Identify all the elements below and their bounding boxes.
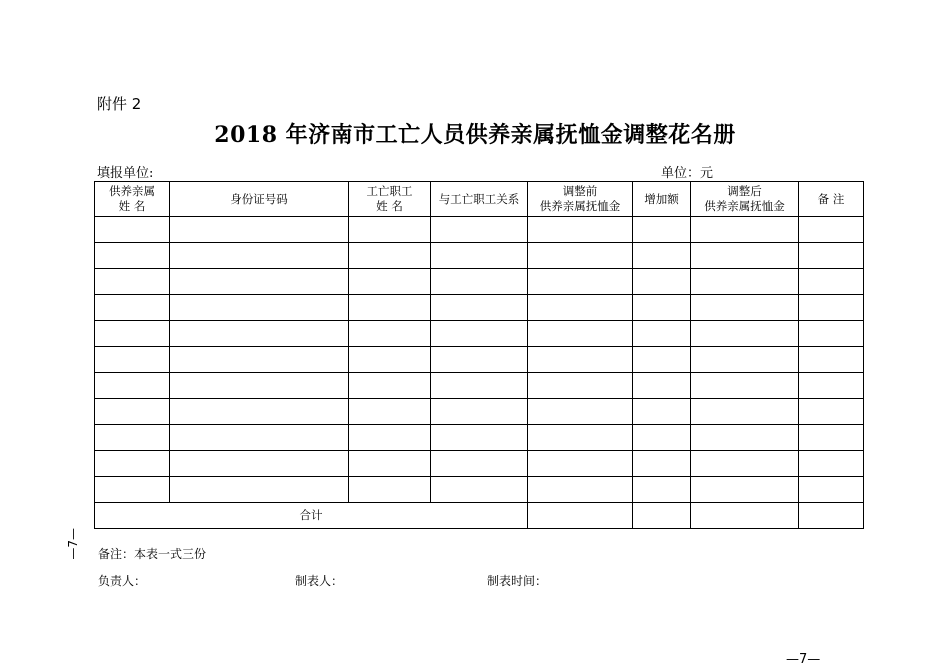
table-row [95,295,864,321]
table-cell [349,321,431,347]
header-line: 调整前 [562,184,598,198]
header-worker-name [349,182,431,217]
prepared-time-label: 制表时间： [487,574,548,588]
table-cell [528,295,633,321]
table-cell [691,373,799,399]
table-cell [170,217,349,243]
table-cell [349,347,431,373]
table-row [95,425,864,451]
table-cell [431,295,528,321]
table-cell [528,399,633,425]
header-row [95,182,864,217]
header-remarks [799,182,864,217]
table-cell [799,451,864,477]
table-cell [691,217,799,243]
header-line: 工亡职工 [366,184,413,198]
table-cell [691,269,799,295]
table-cell [528,217,633,243]
table-cell [528,373,633,399]
table-cell [95,243,170,269]
table-cell [691,451,799,477]
table-cell [170,321,349,347]
table-cell [170,399,349,425]
header-line: 身份证号码 [230,191,288,206]
table-cell [799,503,864,529]
table-cell [633,373,691,399]
table-cell [528,321,633,347]
table-cell [431,477,528,503]
table-cell [633,399,691,425]
header-increase [633,182,691,217]
table-row [95,373,864,399]
header-after-adjustment [691,182,799,217]
table-cell [170,425,349,451]
table-cell [431,269,528,295]
table-cell [799,399,864,425]
table-cell [799,373,864,399]
header-relation [431,182,528,217]
table-cell [431,217,528,243]
table-cell [528,243,633,269]
table-cell [95,295,170,321]
table-cell [691,399,799,425]
attachment-label: 附件 2 [97,95,142,113]
table-row [95,451,864,477]
table-cell [349,451,431,477]
header-id-number [170,182,349,217]
table-cell [633,217,691,243]
table-cell [431,425,528,451]
total-label: 合计 [95,503,528,529]
table-cell [633,425,691,451]
table-cell [691,347,799,373]
header-line: 供养亲属抚恤金 [704,199,785,213]
table-cell [431,321,528,347]
table-cell [528,503,633,529]
header-line: 与工亡职工关系 [438,191,520,206]
table-cell [349,295,431,321]
table-cell [170,451,349,477]
table-cell [95,451,170,477]
fill-unit-label: 填报单位: [97,166,154,181]
table-cell [170,373,349,399]
table-cell [95,217,170,243]
table-cell [799,295,864,321]
table-row [95,243,864,269]
total-row [95,503,864,529]
table-cell [633,269,691,295]
table-cell [633,243,691,269]
table-cell [633,347,691,373]
table-cell [349,373,431,399]
table-cell [431,373,528,399]
table-cell [691,425,799,451]
table-cell [691,503,799,529]
table-cell [528,425,633,451]
table-cell [95,321,170,347]
table-cell [95,347,170,373]
responsible-person-label: 负责人： [98,574,147,588]
table-cell [633,295,691,321]
table-row [95,217,864,243]
table-cell [349,399,431,425]
table-cell [349,477,431,503]
table-cell [691,243,799,269]
preparer-label: 制表人： [295,574,344,588]
table-cell [95,399,170,425]
header-line: 供养亲属 [109,184,155,198]
table-cell [633,503,691,529]
table-cell [95,477,170,503]
header-line: 备 注 [817,191,845,206]
table-cell [170,477,349,503]
table-cell [95,373,170,399]
side-page-number: —7— [66,528,80,560]
table-cell [691,477,799,503]
document-title: 2018 年济南市工亡人员供养亲属抚恤金调整花名册 [214,122,736,148]
header-before-adjustment [528,182,633,217]
table-row [95,477,864,503]
table-cell [349,243,431,269]
table-cell [431,451,528,477]
header-line: 增加额 [644,191,679,206]
table-cell [528,451,633,477]
table-cell [799,243,864,269]
table-cell [528,477,633,503]
page-number: —7— [786,652,821,667]
header-dependent-name [95,182,170,217]
header-line: 姓 名 [118,199,146,213]
roster-body [95,217,864,503]
table-row [95,347,864,373]
table-row [95,321,864,347]
table-cell [95,269,170,295]
table-cell [528,347,633,373]
table-cell [170,295,349,321]
table-cell [528,269,633,295]
table-cell [691,295,799,321]
table-cell [431,399,528,425]
header-line: 供养亲属抚恤金 [539,199,621,213]
table-cell [170,243,349,269]
table-cell [691,321,799,347]
table-cell [431,347,528,373]
table-cell [799,347,864,373]
header-line: 调整后 [727,184,762,198]
table-cell [349,425,431,451]
table-cell [799,269,864,295]
table-cell [431,243,528,269]
table-row [95,399,864,425]
table-cell [349,217,431,243]
table-cell [633,477,691,503]
currency-unit-label: 单位：元 [661,166,714,181]
table-cell [95,425,170,451]
table-cell [799,217,864,243]
table-cell [799,321,864,347]
table-cell [799,477,864,503]
table-cell [170,269,349,295]
table-cell [799,425,864,451]
table-row [95,269,864,295]
remark-note: 备注：本表一式三份 [98,547,207,561]
header-line: 姓 名 [376,199,403,213]
table-cell [170,347,349,373]
roster-table [94,181,864,529]
table-cell [349,269,431,295]
table-cell [633,451,691,477]
table-cell [633,321,691,347]
